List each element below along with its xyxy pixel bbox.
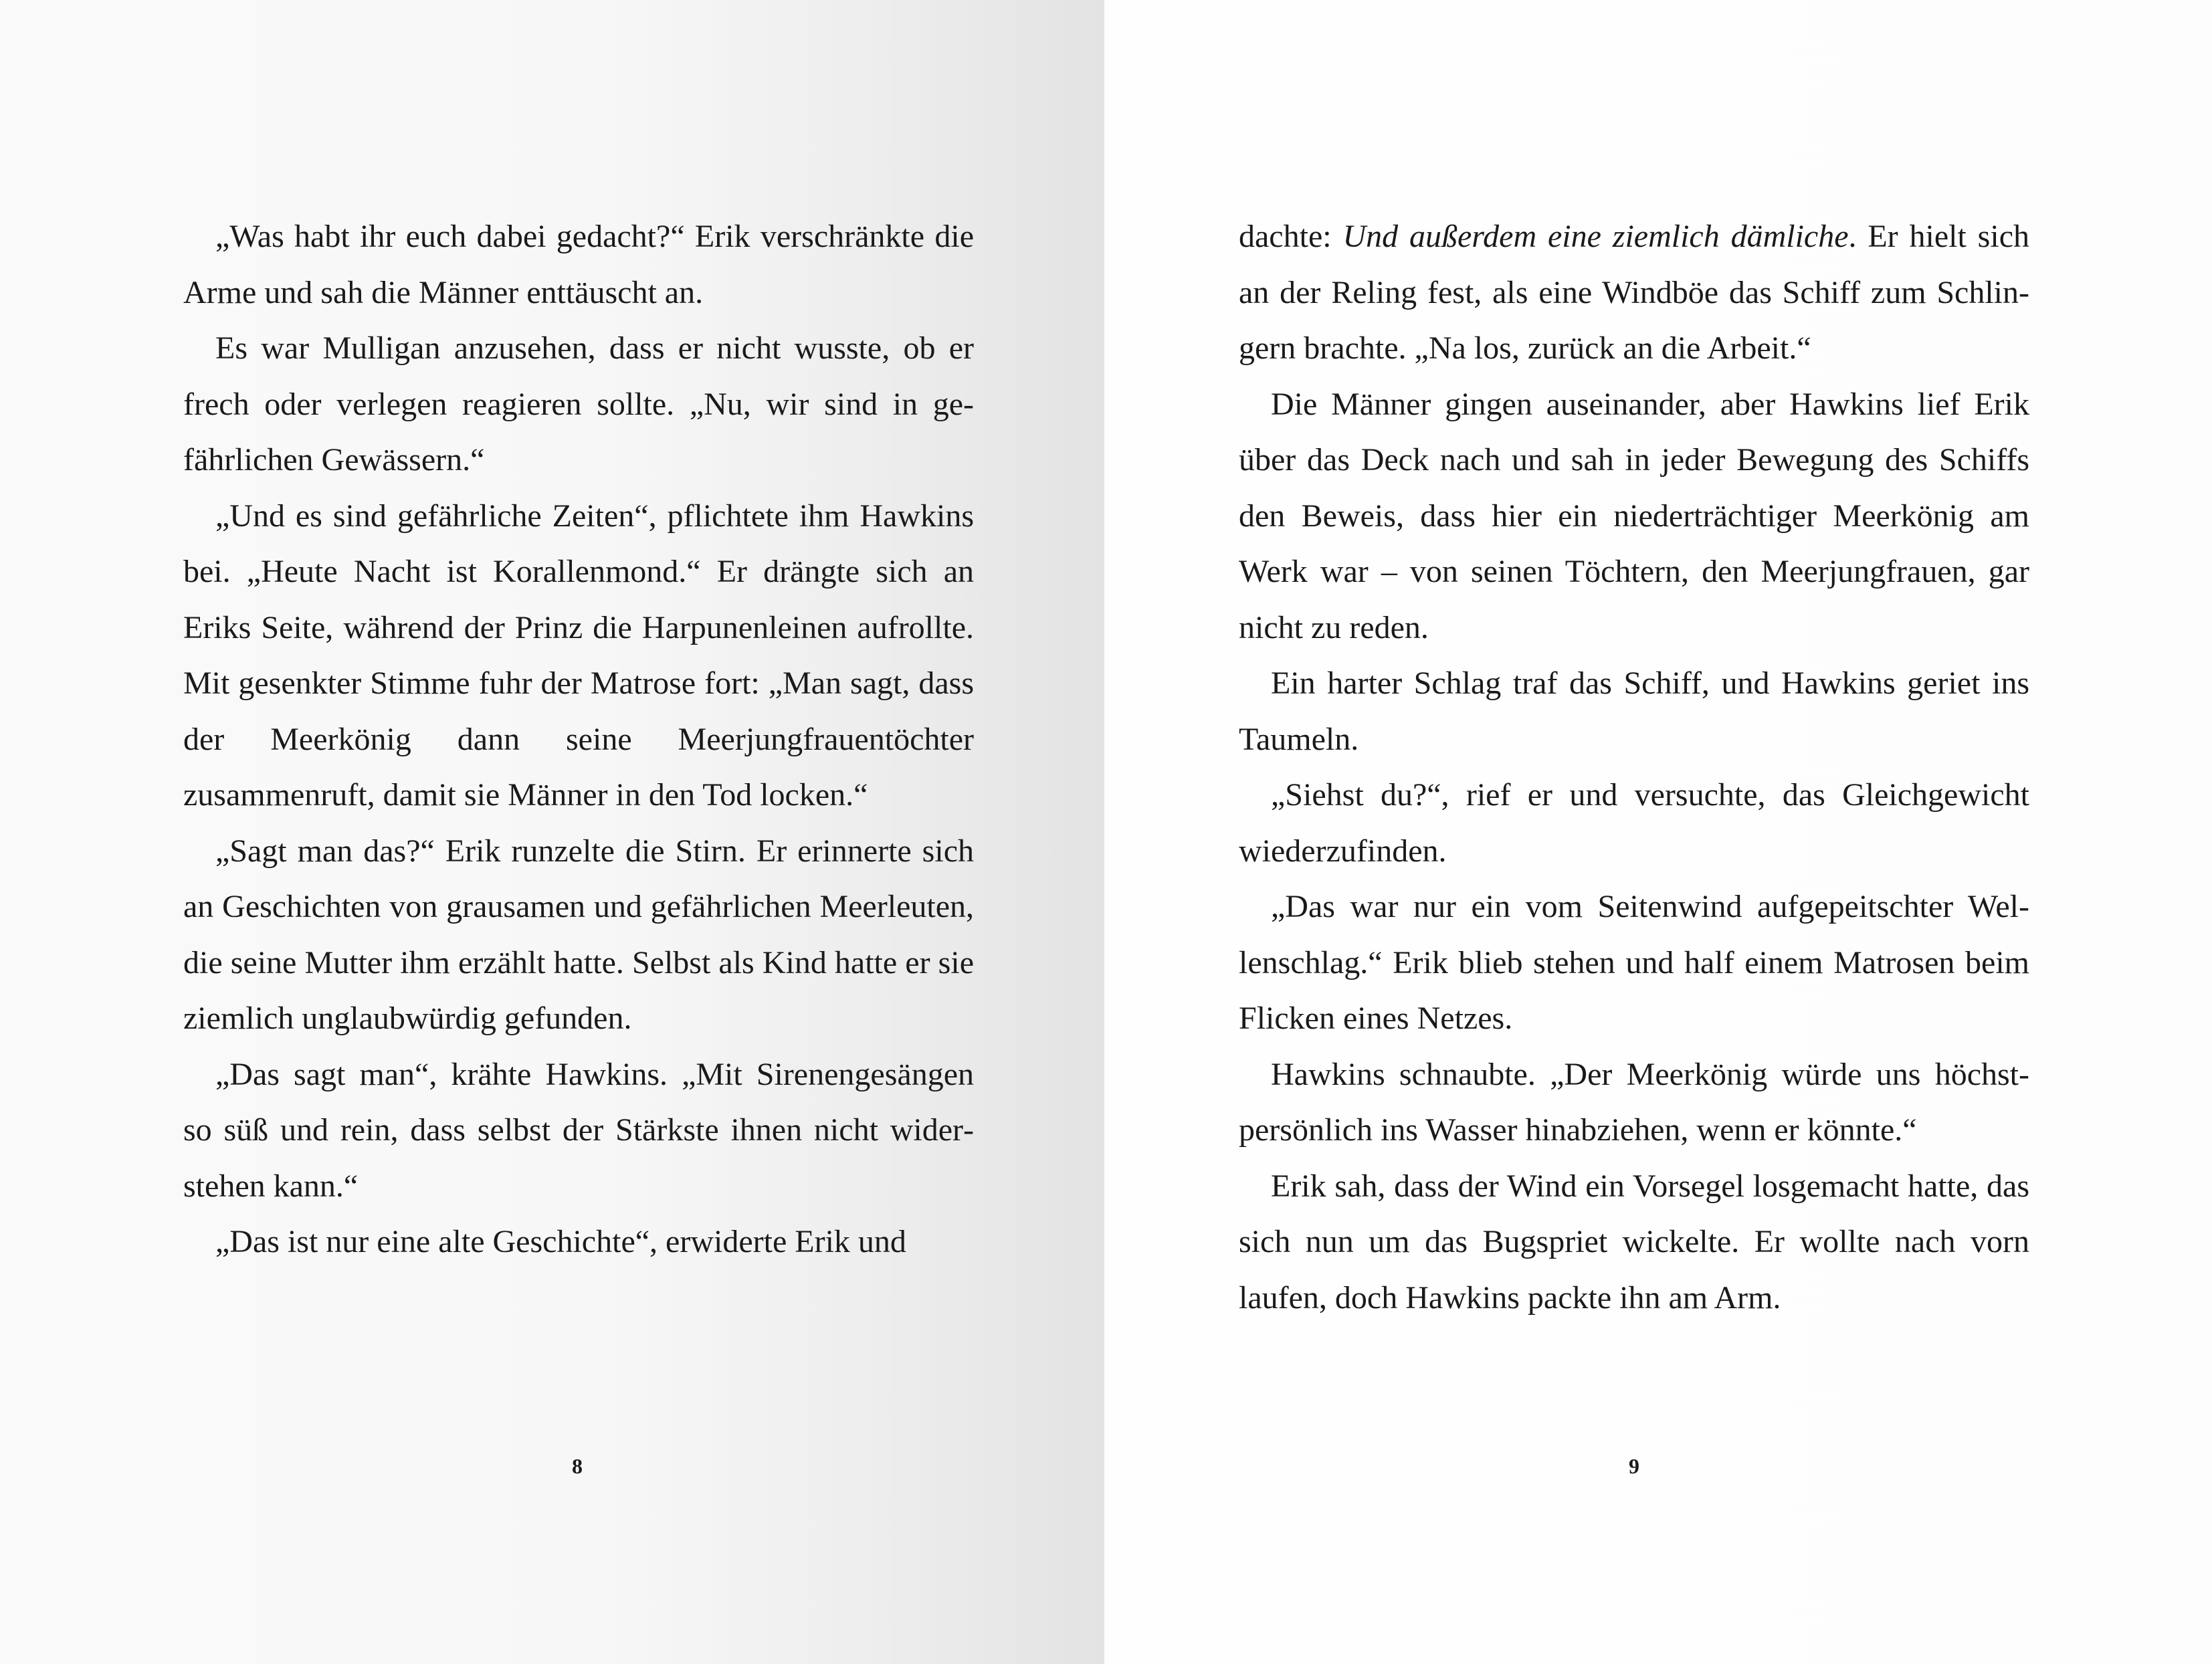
paragraph: „Das war nur ein vom Seitenwind aufgepeitschter Wellenschlag.“ Erik blieb stehen und half einem Matrosen beim Flicken eines Netzes. bbox=[1239, 889, 2029, 1036]
paragraph: „Und es sind gefährliche Zeiten“, pflichtete ihm Hawkins bei. „Heute Nacht ist Korallenmond.“ Er drängte sich an Eriks Seite, während der Prinz die Harpunenleinen aufrollte. Mit gesenkter Stimme fuhr der Matrose fort: „Man sagt, dass der Meerkönig dann seine Meerjungfrauentöchter zusammenruft, damit sie Männer in den Tod locken.“ bbox=[183, 498, 974, 813]
paragraph: „Sagt man das?“ Erik runzelte die Stirn. Er erinnerte sich an Geschichten von grausamen und gefährlichen Meerleuten, die seine Mutter ihm erzählt hatte. Selbst als Kind hatte er sie ziemlich unglaubwürdig gefunden. bbox=[183, 833, 974, 1036]
italic-text-run: Und außerdem eine ziemlich dämliche bbox=[1342, 219, 1849, 254]
paragraph: Ein harter Schlag traf das Schiff, und Hawkins geriet ins Taumeln. bbox=[1239, 665, 2029, 757]
page-number-left: 8 bbox=[572, 1454, 583, 1478]
paragraph: Die Männer gingen auseinander, aber Hawkins lief Erik über das Deck nach und sah in jeder Bewegung des Schiffs den Beweis, dass hier ein niederträchtiger Meerkönig am Werk war – von seinen Töchtern, den Meerjungfrauen, gar nicht zu reden. bbox=[1239, 386, 2029, 645]
paragraph: Hawkins schnaubte. „Der Meerkönig würde uns höchstpersönlich ins Wasser hinabziehen, wenn er könnte.“ bbox=[1239, 1056, 2029, 1148]
paragraph: „Das ist nur eine alte Geschichte“, erwiderte Erik und bbox=[215, 1224, 906, 1259]
text-run: . Er hielt sich an der Reling fest, als eine Windböe das Schiff zum Schlingern brachte. „Na los, zurück an die Arbeit.“ bbox=[1239, 219, 2029, 366]
left-page-text bbox=[183, 209, 974, 1270]
paragraph: „Was habt ihr euch dabei gedacht?“ Erik verschränkte die Arme und sah die Männer enttäuscht an. bbox=[183, 219, 974, 310]
right-page-text bbox=[1239, 209, 2029, 1326]
page-number-right: 9 bbox=[1629, 1454, 1639, 1478]
paragraph: „Das sagt man“, krähte Hawkins. „Mit Sirenengesängen so süß und rein, dass selbst der Stärkste ihnen nicht widerstehen kann.“ bbox=[183, 1056, 974, 1204]
paragraph: „Siehst du?“, rief er und versuchte, das Gleichgewicht wiederzufinden. bbox=[1239, 777, 2029, 869]
left-page bbox=[0, 0, 1104, 1664]
right-page bbox=[1104, 0, 2212, 1664]
paragraph: Erik sah, dass der Wind ein Vorsegel losgemacht hatte, das sich nun um das Bugspriet wickelte. Er wollte nach vorn laufen, doch Hawkins packte ihn am Arm. bbox=[1239, 1168, 2029, 1316]
text-run: dachte: bbox=[1239, 219, 1343, 254]
paragraph: Es war Mulligan anzusehen, dass er nicht wusste, ob er frech oder verlegen reagieren sollte. „Nu, wir sind in gefährlichen Gewässern.“ bbox=[183, 330, 974, 478]
paragraph-continued bbox=[1239, 209, 2029, 377]
